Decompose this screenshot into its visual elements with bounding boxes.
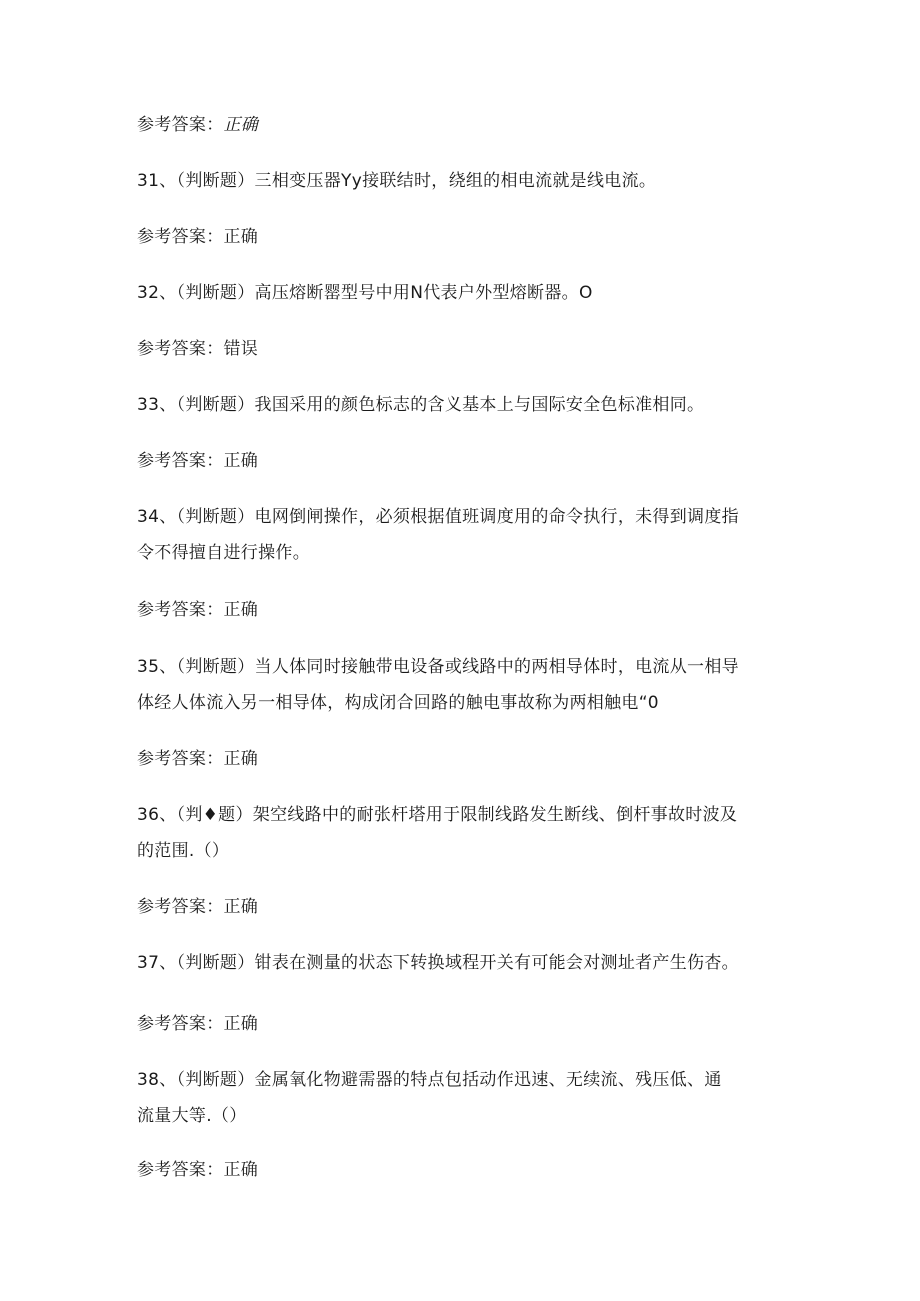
question-36-line-2: 的范围.（） (137, 841, 230, 861)
answer-label: 参考答案： (137, 227, 224, 247)
question-36-line-1: 36、（判♦题）架空线路中的耐张杆塔用于限制线路发生断线、倒杆事故时波及 (137, 805, 738, 825)
answer-value: 正确 (223, 1014, 259, 1034)
answer-label: 参考答案： (137, 339, 224, 359)
answer-value: 正确 (223, 897, 259, 917)
question-38-line-1: 38、（判断题）金属氧化物避需器的特点包括动作迅速、无续流、残压低、通 (137, 1070, 722, 1090)
answer-value: 正确 (223, 600, 259, 620)
question-35-line-1: 35、（判断题）当人体同时接触带电设备或线路中的两相导体时，电流从一相导 (137, 657, 739, 677)
answer-label: 参考答案： (137, 115, 224, 135)
answer-value: 正确 (223, 115, 259, 135)
question-35-line-2: 体经人体流入另一相导体，构成闭合回路的触电事故称为两相触电“0 (137, 693, 659, 713)
question-32: 32、（判断题）高压熔断罂型号中用N代表户外型熔断器。O (137, 283, 593, 303)
answer-line (137, 451, 797, 471)
answer-line (137, 600, 797, 620)
question-33: 33、（判断题）我国采用的颜色标志的含义基本上与国际安全色标准相同。 (137, 395, 705, 415)
answer-value: 正确 (223, 1160, 259, 1180)
answer-label: 参考答案： (137, 749, 224, 769)
answer-value: 错误 (223, 339, 259, 359)
question-34-line-1: 34、（判断题）电网倒闸操作，必须根据值班调度用的命令执行，未得到调度指 (137, 507, 739, 527)
answer-label: 参考答案： (137, 1160, 224, 1180)
answer-line (137, 1160, 797, 1180)
answer-label: 参考答案： (137, 1014, 224, 1034)
answer-value: 正确 (223, 749, 259, 769)
answer-line (137, 227, 797, 247)
answer-line (137, 897, 797, 917)
answer-line (137, 749, 797, 769)
answer-line (137, 1014, 797, 1034)
answer-label: 参考答案： (137, 600, 224, 620)
question-38-line-2: 流量大等.（） (137, 1106, 247, 1126)
question-31: 31、（判断题）三相变压器Yy接联结时，绕组的相电流就是线电流。 (137, 171, 657, 191)
answer-line (137, 115, 797, 135)
question-37: 37、（判断题）钳表在测量的状态下转换域程开关有可能会对测址者产生伤杏。 (137, 953, 739, 973)
answer-line (137, 339, 797, 359)
question-34-line-2: 令不得擅自进行操作。 (137, 543, 310, 563)
answer-label: 参考答案： (137, 451, 224, 471)
answer-label: 参考答案： (137, 897, 224, 917)
answer-value: 正确 (223, 227, 259, 247)
answer-value: 正确 (223, 451, 259, 471)
